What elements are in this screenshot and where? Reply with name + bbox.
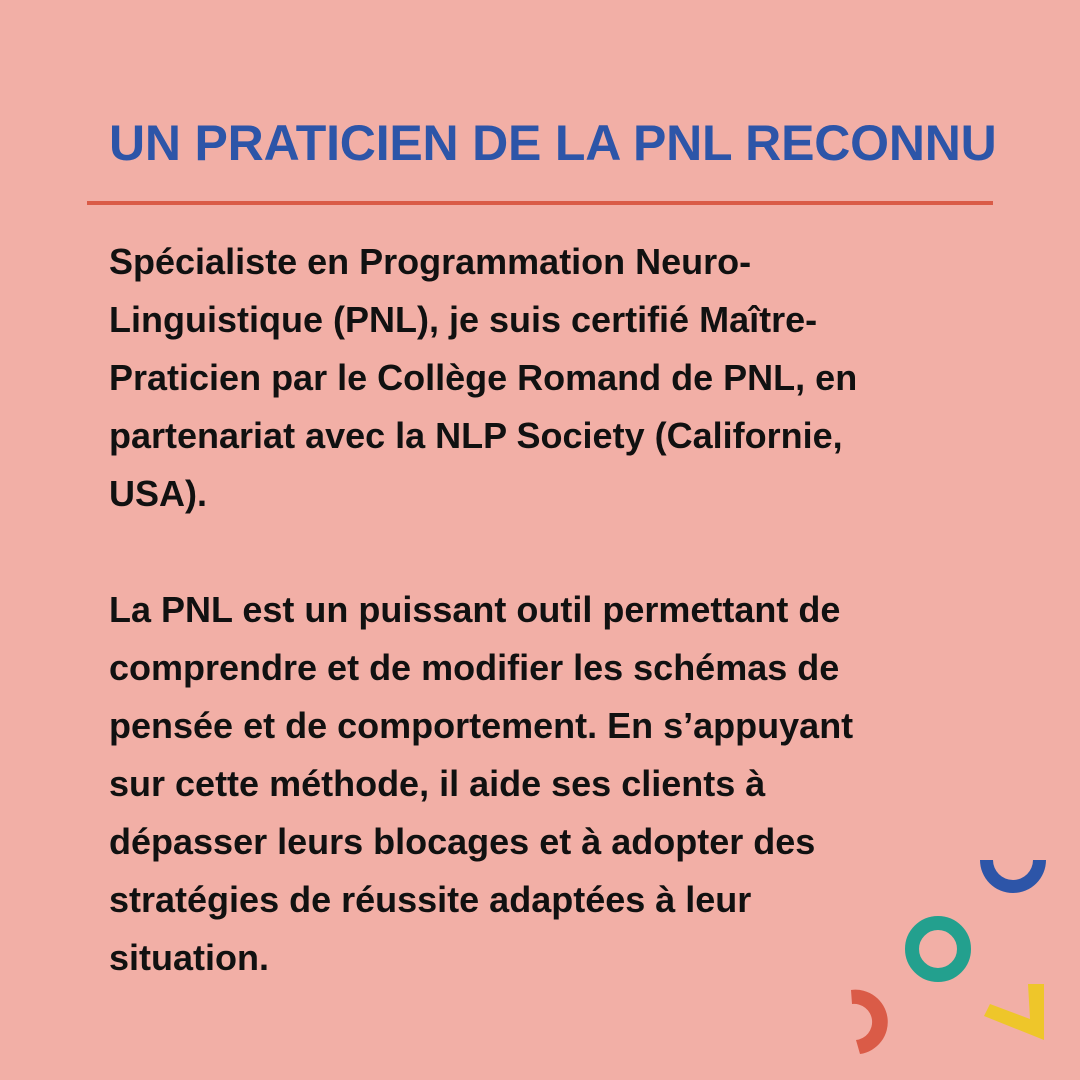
paragraph-2-line-7: situation. (109, 937, 269, 978)
paragraph-2-line-3: pensée et de comportement. En s’appuyant (109, 705, 854, 746)
orange-arc-shape (851, 990, 888, 1054)
paragraph-1-line-3: Praticien par le Collège Romand de PNL, en (109, 357, 858, 398)
paragraph-2-line-5: dépasser leurs blocages et à adopter des (109, 821, 816, 862)
body-text (109, 233, 989, 987)
paragraph-1-line-1: Spécialiste en Programmation Neuro- (109, 241, 752, 282)
paragraph-2-line-1: La PNL est un puissant outil permettant de (109, 589, 841, 630)
paragraph-2-line-2: comprendre et de modifier les schémas de (109, 647, 840, 688)
blue-arc-shape (980, 860, 1046, 893)
paragraph-1-line-5: USA). (109, 473, 207, 514)
paragraph-2-line-6: stratégies de réussite adaptées à leur (109, 879, 752, 920)
paragraph-1-line-2: Linguistique (PNL), je suis certifié Maître- (109, 299, 818, 340)
page-title: UN PRATICIEN DE LA PNL RECONNU (109, 115, 997, 171)
title-divider (87, 201, 993, 205)
paragraph-1-line-4: partenariat avec la NLP Society (Californie, (109, 415, 843, 456)
yellow-chevron-shape (984, 984, 1044, 1040)
paragraph-2-line-4: sur cette méthode, il aide ses clients à (109, 763, 766, 804)
paragraph-gap (109, 523, 989, 581)
